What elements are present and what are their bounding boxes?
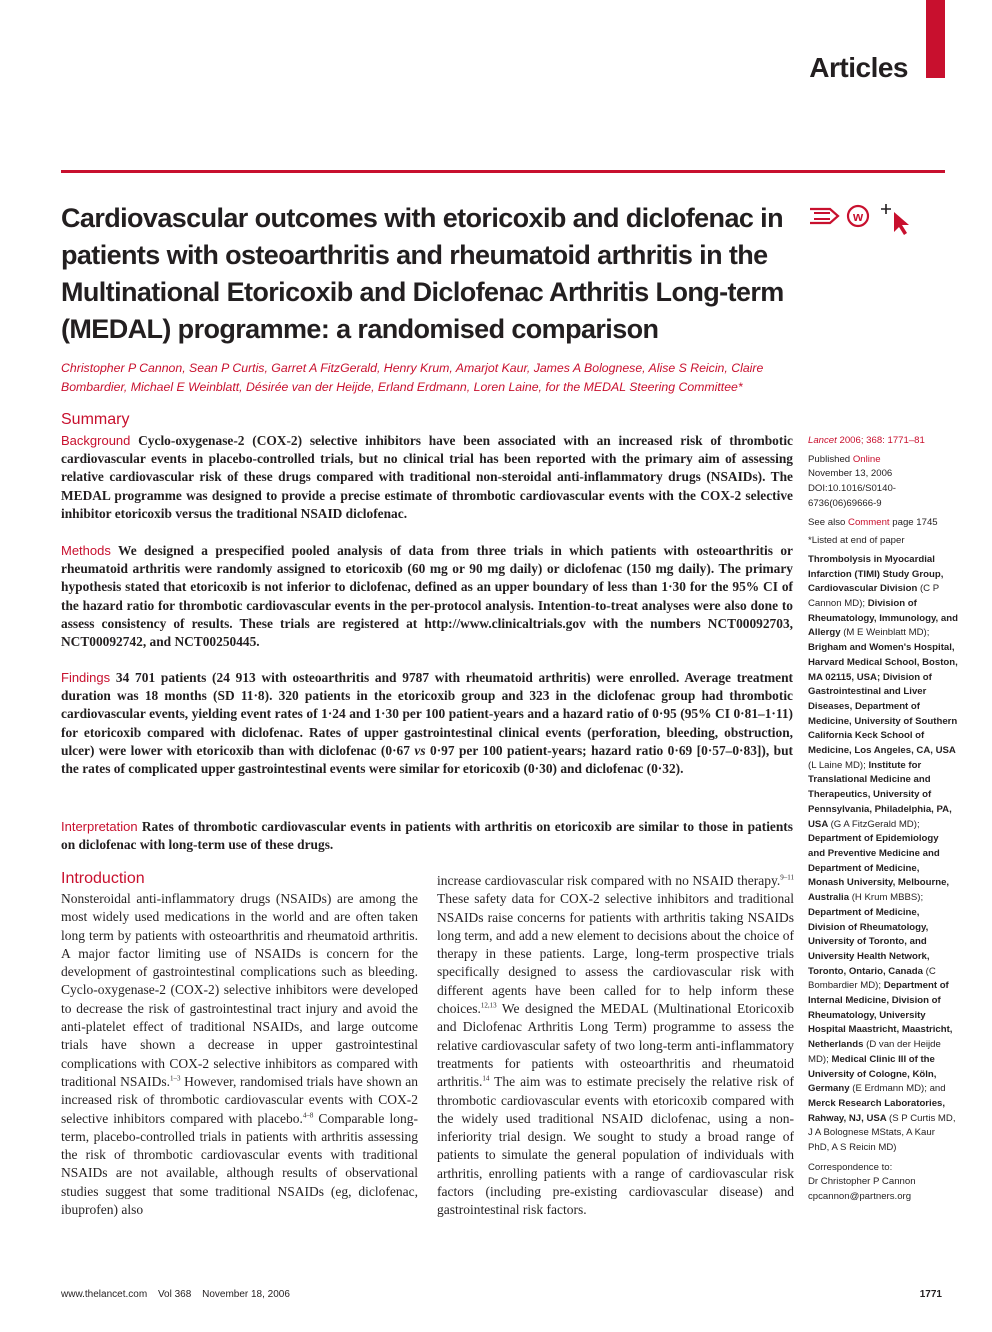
intro-text: We designed the MEDAL (Multinational Etoricoxib and Diclofenac Arthritis Long Term) programme to assess the relative cardiovascular safety of two long-term anti-inflammatory treatments for patients with osteoarthritis and rheumatoid arthritis. — [437, 1001, 794, 1090]
affiliation-institution: Department of Internal Medicine, Division of Rheumatology, University Hospital Maastricht, Maastricht, Netherlands — [808, 980, 953, 1051]
findings-label: Findings — [61, 670, 111, 685]
affiliation-institution: Department of Medicine, Division of Rheumatology, University of Toronto, and University Health Network, Toronto, Ontario, Canada — [808, 906, 930, 977]
correspondence-name: Dr Christopher P Cannon — [808, 1176, 916, 1188]
affiliation-person: (L Laine MD) — [808, 759, 864, 771]
abstract-interpretation — [61, 818, 793, 854]
citation-journal: Lancet — [808, 435, 837, 446]
methods-text: We designed a prespecified pooled analysis of data from three trials in which patients with osteoarthritis or rheumatoid arthritis were randomly assigned to etoricoxib (60 mg or 90 mg daily) or diclofenac (150 mg daily). The primary hypothesis stated that etoricoxib is not inferior to diclofenac, defined as an upper boundary of less than 1·30 for the 95% CI of the hazard ratio for thrombotic cardiovascular events in the per-protocol analysis. Intention-to-treat analyses were also done to assess consistency of results. These trials are registered at http://www.clinicaltrials.gov with the numbers NCT00092703, NCT00092742, and NCT00250445. — [61, 543, 793, 650]
background-text: Cyclo-oxygenase-2 (COX-2) selective inhibitors have been associated with an increased risk of thrombotic cardiovascular events in placebo-controlled trials, but no clinical trial has been reported with the primary aim of assessing relative cardiovascular risk of these drugs compared with traditional non-steroidal anti-inflammatory drugs (NSAIDs). The MEDAL programme was designed to provide a precise estimate of thrombotic cardiovascular events with the COX-2 selective inhibitor etoricoxib versus the traditional NSAID diclofenac. — [61, 433, 793, 521]
affiliation-separator: ; — [926, 627, 930, 639]
published-date: November 13, 2006 — [808, 468, 893, 480]
interpretation-label: Interpretation — [61, 819, 138, 834]
affiliation-person: (D van der Heijde MD) — [808, 1039, 941, 1065]
affiliations — [808, 553, 958, 1156]
affiliation-institution: Brigham and Women's Hospital, Harvard Medical School, Boston, MA 02115, USA; Division of Gastrointestinal and Liver Diseases, Department of Medicine, University of Southern California Keck School of Medicine, Los Angeles, CA, USA — [808, 642, 958, 757]
publication-info — [808, 453, 958, 512]
svg-text:w: w — [852, 209, 864, 224]
findings-text-cont: 0·97 per 100 patient-years; hazard ratio 0·69 [0·57–0·83]), but the rates of complicated upper gastrointestinal events were similar for etoricoxib (0·30) and diclofenac (0·32). — [61, 742, 793, 777]
methods-label: Methods — [61, 543, 111, 558]
intro-text: However, randomised trials have shown an increased risk of thrombotic cardiovascular events with COX-2 selective inhibitors compared with placebo. — [61, 1073, 418, 1126]
intro-text: Comparable long-term, placebo-controlled trials in patients with arthritis assessing the risk of thrombotic cardiovascular events with traditional NSAIDs are not available, although results of observational studies suggest that some traditional NSAIDs (eg, diclofenac, ibuprofen) also — [61, 1110, 418, 1218]
intro-column-1 — [61, 890, 418, 1219]
article-title: Cardiovascular outcomes with etoricoxib and diclofenac in patients with osteoarthritis and rheumatoid arthritis in the Multinational Etoricoxib and Diclofenac Arthritis Long-term (MEDAL) programme: a randomised comparison — [61, 203, 784, 344]
intro-text: The aim was to estimate precisely the relative risk of thrombotic cardiovascular events with etoricoxib compared with the widely used traditional NSAID diclofenac, using a non-inferiority trial design. We sought to study a broad range of patients to simulate the general population of individuals with arthritis, enrolling patients with a range of cardiovascular risk factors (including pre-existing cardiovascular disease) and gastrointestinal risk factors. — [437, 1074, 794, 1218]
page-number: 1771 — [919, 1289, 942, 1300]
correspondence-label: Correspondence to: — [808, 1161, 893, 1173]
affiliation-separator: ; — [920, 892, 924, 904]
affiliation-person: (C Bombardier MD) — [808, 965, 936, 992]
citation — [808, 434, 958, 449]
interpretation-text: Rates of thrombotic cardiovascular events in patients with arthritis on etoricoxib are similar to those in patients on diclofenac with long-term use of these drugs. — [61, 819, 793, 853]
cursor-icon[interactable] — [881, 204, 909, 235]
article-icons — [808, 200, 918, 236]
affiliation-separator: ; — [878, 980, 884, 992]
affiliation-person: (H Krum MBBS) — [851, 892, 921, 904]
affiliation-person: (E Erdmann MD) — [852, 1083, 925, 1095]
footer-site[interactable]: www.thelancet.com — [61, 1289, 148, 1300]
intro-text: increase cardiovascular risk compared with no NSAID therapy. — [437, 873, 781, 888]
affiliation-institution: Institute for Translational Medicine and Therapeutics, University of Pennsylvania, Philadelphia, PA, USA — [808, 759, 952, 830]
intro-text: Nonsteroidal anti-inflammatory drugs (NSAIDs) are among the most widely used medications in the world and are often taken long term by patients with osteoarthritis and rheumatoid arthritis. A major factor limiting use of NSAIDs is concern for the development of gastrointestinal complications such as bleeding. Cyclo-oxygenase-2 (COX-2) selective inhibitors were developed to decrease the risk of gastrointestinal tract injury and avoid the anti-platelet effect of traditional NSAIDs, and large outcome trials have shown a decrease in upper gastrointestinal complications with COX-2 selective inhibitors as compared with traditional NSAIDs. — [61, 891, 418, 1089]
see-also — [808, 516, 958, 531]
footer — [61, 1289, 298, 1300]
red-corner-bar — [926, 0, 945, 78]
affiliation-institution: Medical Clinic III of the University of Cologne, Köln, Germany — [808, 1053, 937, 1095]
footer-date: November 18, 2006 — [202, 1289, 290, 1300]
background-label: Background — [61, 433, 131, 448]
comment-link[interactable]: Comment — [848, 516, 890, 528]
doi: DOI:10.1016/S0140-6736(06)69666-9 — [808, 483, 897, 509]
section-label: Articles — [809, 52, 908, 83]
intro-text: These safety data for COX-2 selective inhibitors and traditional NSAIDs raise concerns for patients with arthritis taking NSAIDs long term, and add a new element to decisions about the choice of therapy in these patients. Large, long-term prospective trials specifically designed to assess the cardiovascular risk with different agents have been called for to help inform these choices. — [437, 891, 794, 1017]
web-icon[interactable] — [848, 206, 868, 226]
intro-column-2 — [437, 872, 794, 1220]
affiliation-separator: ; — [916, 818, 920, 830]
reference-mark[interactable]: 1–3 — [169, 1074, 181, 1083]
affiliation-separator: ; — [862, 598, 868, 610]
abstract-methods — [61, 542, 793, 651]
affiliation-institution: Thrombolysis in Myocardial Infarction (TIMI) Study Group, Cardiovascular Division — [808, 553, 944, 595]
affiliation-separator: ; — [826, 1053, 832, 1065]
affiliation-person: (G A FitzGerald MD) — [830, 818, 917, 830]
footer-volume: Vol 368 — [157, 1289, 192, 1300]
arrow-icon[interactable] — [810, 209, 838, 223]
affiliation-separator: ; and — [924, 1083, 946, 1095]
findings-vs: vs — [414, 742, 426, 758]
see-also-label: See also — [808, 516, 849, 528]
see-also-page: page 1745 — [889, 516, 938, 528]
top-rule — [61, 170, 945, 173]
affiliation-institution: Merck Research Laboratories, Rahway, NJ, USA — [808, 1097, 946, 1124]
findings-text: 34 701 patients (24 913 with osteoarthritis and 9787 with rheumatoid arthritis) were enrolled. Average treatment duration was 18 months (SD 11·8). 320 patients in the etoricoxib group and 323 in the diclofenac group had thrombotic cardiovascular events, yielding event rates of 1·24 and 1·30 per 100 patient-years and a hazard ratio of 0·95 (95% CI 0·81–1·11) for etoricoxib compared with diclofenac. Rates of upper gastrointestinal clinical events (perforation, bleeding, obstruction, ulcer) were lower with etoricoxib than with diclofenac (0·67 — [61, 670, 793, 758]
published-label: Published — [808, 453, 853, 465]
sidebar — [808, 434, 958, 1205]
reference-mark[interactable]: 14 — [482, 1074, 490, 1083]
affiliation-person: (S P Curtis MD, J A Bolognese MStats, A Kaur PhD, A S Reicin MD) — [808, 1112, 956, 1154]
affiliation-separator: ; — [863, 759, 869, 771]
reference-mark[interactable]: 9–11 — [780, 873, 794, 882]
correspondence-email[interactable]: cpcannon@partners.org — [808, 1191, 912, 1203]
affiliation-institution: Department of Epidemiology and Preventive Medicine and Department of Medicine, Monash University, Melbourne, Australia — [808, 833, 950, 904]
author-list: Christopher P Cannon, Sean P Curtis, Garret A FitzGerald, Henry Krum, Amarjot Kaur, James A Bolognese, Alise S Reicin, Claire Bombardier, Michael E Weinblatt, Désirée van der Heijde, Erland Erdmann, Loren Laine, for the MEDAL Steering Committee* — [61, 361, 764, 394]
listed-note: *Listed at end of paper — [808, 535, 905, 547]
affiliation-person: (M E Weinblatt MD) — [843, 627, 927, 639]
abstract-background — [61, 432, 793, 523]
reference-mark[interactable]: 12,13 — [480, 1001, 497, 1010]
abstract-findings — [61, 669, 793, 778]
affiliation-person: (C P Cannon MD) — [808, 583, 939, 610]
affiliation-institution: Division of Rheumatology, Immunology, and Allergy — [808, 598, 958, 639]
introduction-heading: Introduction — [61, 870, 145, 887]
online-link[interactable]: Online — [852, 453, 881, 465]
citation-details: 2006; 368: 1771–81 — [836, 435, 925, 446]
summary-heading: Summary — [61, 411, 130, 428]
correspondence — [808, 1161, 958, 1205]
reference-mark[interactable]: 4–8 — [302, 1111, 314, 1120]
